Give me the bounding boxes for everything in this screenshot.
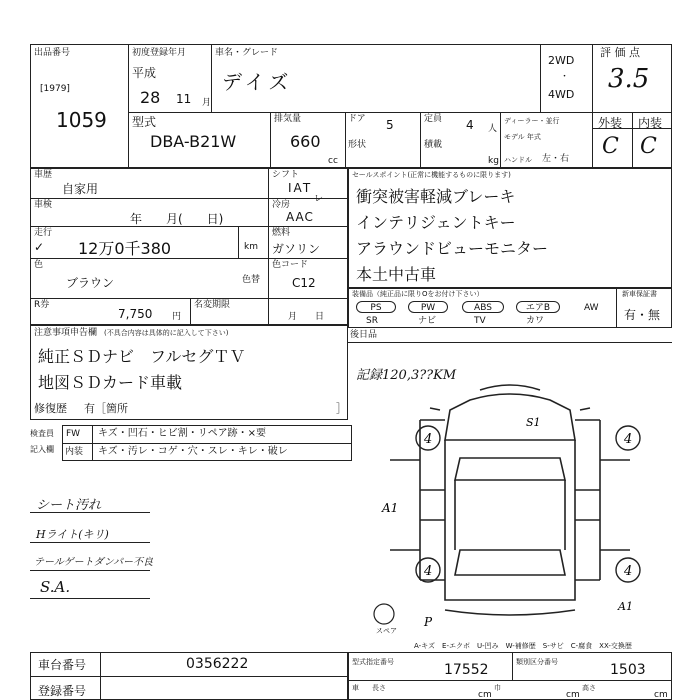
notes-line-2: 地図ＳＤカード車載: [38, 373, 183, 392]
class-no-value: 1503: [610, 662, 646, 678]
reg-month: 11: [176, 92, 192, 106]
inspector-row1-text: キズ・凹石・ヒビ割・リペア跡・×要: [98, 428, 266, 439]
mark-a1-right: A1: [618, 600, 633, 613]
drive-dot: ・: [560, 72, 570, 82]
month-unit: 月: [202, 98, 212, 108]
inspector-row2-tag: 内装: [65, 447, 84, 457]
class-no-label: 類別区分番号: [516, 658, 558, 666]
fuel-label: 燃料: [272, 228, 291, 238]
inspector-row2-text: キズ・汚レ・コゲ・穴・スレ・キレ・破レ: [98, 446, 288, 457]
score-value: 3.5: [608, 64, 650, 94]
dealer-label: ディーラー・並行: [504, 117, 560, 125]
history-label: 車歴: [34, 170, 53, 180]
mileage-label: 走行: [34, 228, 53, 238]
equip-pw: PW: [408, 301, 448, 313]
lot-label: 出品番号: [34, 48, 71, 58]
recycle-label: R券: [34, 300, 50, 310]
inspector-row1-tag: FW: [66, 429, 81, 439]
displacement-unit: cc: [328, 156, 338, 166]
handwritten-note-1: シート汚れ: [36, 498, 102, 513]
equip-airbag: エアB: [516, 301, 560, 313]
name-label: 車名・グレード: [215, 48, 279, 58]
lot-number: 1059: [56, 108, 107, 132]
length-unit: cm: [478, 690, 492, 700]
handwritten-note-3: テールゲートダンパー不良: [34, 557, 153, 568]
inspection-value: 年 月( 日): [130, 212, 224, 226]
ac-label: 冷房: [272, 200, 291, 210]
capacity-unit: 人: [488, 124, 498, 134]
lot-code: [1979]: [40, 84, 70, 94]
equip-tv: TV: [474, 316, 486, 326]
mark-4-fr: 4: [624, 432, 633, 447]
color-label: 色: [34, 260, 44, 270]
car-name: デイズ: [222, 70, 293, 94]
sales-point-2: インテリジェントキー: [356, 213, 516, 232]
repair-label: 修復歴: [34, 402, 67, 415]
mark-4-rl: 4: [424, 564, 433, 579]
handle-value: 左・右: [542, 154, 570, 164]
exterior-grade: C: [602, 134, 619, 159]
footer-note: 車: [352, 684, 359, 692]
name-change-value: 月 日: [288, 312, 325, 322]
mark-a1-left: A1: [382, 501, 399, 515]
mark-4-fl: 4: [424, 432, 433, 447]
inspector-label-1: 検査員: [30, 429, 54, 438]
recycle-unit: 円: [172, 312, 182, 322]
handwritten-note-4: S.A.: [40, 578, 71, 596]
recycle-value: 7,750: [118, 307, 153, 321]
interior-grade: C: [640, 134, 657, 159]
notes-label: 注意事項申告欄: [34, 328, 98, 338]
equip-navi: ナビ: [418, 316, 437, 326]
car-outline: [390, 385, 633, 615]
sales-points-label: セールスポイント(正常に機能するものに限ります): [352, 171, 511, 179]
chassis-label: 車台番号: [38, 658, 87, 672]
load-unit: kg: [488, 156, 499, 166]
model-year-label: モデル 年式: [504, 133, 541, 141]
shift-label: シフト: [272, 170, 300, 180]
equip-abs: ABS: [462, 301, 504, 313]
sales-point-1: 衝突被害軽減ブレーキ: [356, 187, 516, 206]
width-label: 巾: [494, 684, 501, 692]
shift-value: IAT: [288, 181, 313, 195]
sales-point-3: アラウンドビューモニター: [356, 239, 549, 258]
displacement-value: 660: [290, 132, 321, 151]
door-value: 5: [386, 118, 394, 132]
handwritten-note-2: Hライト(キリ): [36, 528, 109, 541]
score-label: 評 価 点: [600, 46, 640, 59]
color-code-value: C12: [292, 276, 316, 290]
diagram-legend: A-キズ E-エクボ U-凹み W-補修歴 S-サビ C-腐食 XX-交換歴: [414, 642, 632, 650]
door-label: ドア: [348, 114, 366, 124]
equipment-label: 装備品（純正品に限りOをお付け下さい）: [352, 290, 484, 298]
handle-label: ハンドル: [504, 156, 532, 164]
model-label: 型式: [132, 115, 157, 129]
equip-sr: SR: [366, 316, 378, 326]
ac-value: AAC: [286, 210, 314, 224]
mark-4-rr: 4: [624, 564, 633, 579]
car-diagram: [360, 380, 660, 630]
repair-value: 有［箇所: [84, 402, 128, 415]
equip-leather: カワ: [526, 316, 545, 326]
spare-label: スペア: [376, 627, 397, 635]
type-no-value: 17552: [444, 662, 489, 678]
chassis-value: 0356222: [186, 656, 249, 672]
interior-label: 内装: [638, 116, 663, 130]
equip-aw: AW: [584, 303, 599, 313]
mileage-value: 12万0千380: [78, 239, 172, 258]
color-code-label: 色コード: [272, 260, 309, 270]
color-value: ブラウン: [66, 276, 115, 290]
mileage-note: 記録120,3??KM: [356, 368, 457, 383]
height-label: 高さ: [582, 684, 596, 692]
mark-s1: S1: [526, 416, 541, 429]
capacity-value: 4: [466, 118, 474, 132]
name-change-label: 名変期限: [194, 300, 231, 310]
load-label: 積載: [424, 140, 443, 150]
spare-tire-icon: [374, 604, 394, 624]
width-unit: cm: [566, 690, 580, 700]
exterior-label: 外装: [598, 116, 623, 130]
height-unit: cm: [654, 690, 668, 700]
inspection-label: 車検: [34, 200, 53, 210]
repair-end: ］: [336, 402, 347, 415]
mark-p: P: [424, 615, 433, 629]
drive-4wd: 4WD: [548, 88, 575, 101]
first-reg-label: 初度登録年月: [132, 48, 187, 58]
sales-point-4: 本土中古車: [356, 265, 437, 284]
notes-label-sub: (不具合内容は具体的に記入して下さい): [104, 329, 229, 337]
mileage-check: ✓: [34, 240, 45, 254]
warranty-value: 有・無: [624, 308, 661, 322]
inspector-label-2: 記入欄: [30, 445, 54, 454]
notes-line-1: 純正ＳＤナビ フルセグＴＶ: [38, 347, 246, 366]
capacity-label: 定員: [424, 114, 443, 124]
era: 平成: [132, 66, 157, 80]
after-label: 後日品: [350, 330, 378, 340]
type-no-label: 型式指定番号: [352, 658, 394, 666]
reg-no-label: 登録番号: [38, 684, 87, 698]
displacement-label: 排気量: [274, 114, 302, 124]
history-value: 自家用: [62, 182, 99, 196]
shape-label: 形状: [348, 140, 367, 150]
drive-2wd: 2WD: [548, 54, 575, 67]
length-label: 長さ: [372, 684, 386, 692]
equip-ps: PS: [356, 301, 396, 313]
color-change-label: 色替: [242, 275, 261, 285]
warranty-label: 新車保証書: [622, 290, 657, 298]
fuel-value: ガソリン: [272, 242, 321, 256]
reg-year: 28: [140, 88, 161, 107]
model-value: DBA-B21W: [150, 132, 237, 151]
shift-sub: レ: [314, 194, 324, 204]
mileage-unit: km: [244, 242, 258, 252]
